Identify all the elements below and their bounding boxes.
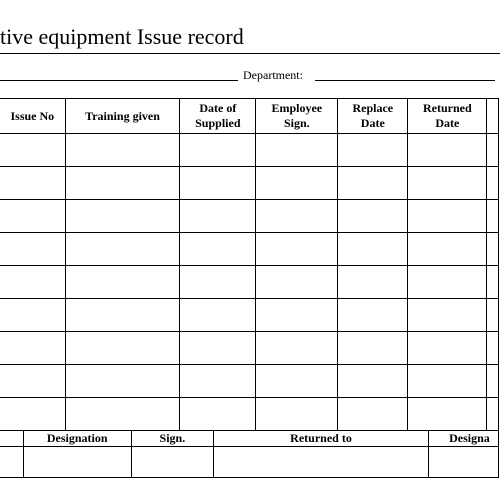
table-cell[interactable] (0, 134, 65, 167)
table-cell[interactable] (256, 200, 338, 233)
table-cell[interactable] (65, 266, 180, 299)
table-cell[interactable] (0, 332, 65, 365)
column-header-returned-date: Returned Date (408, 99, 487, 134)
table-cell[interactable] (180, 299, 256, 332)
table-cell[interactable] (408, 365, 487, 398)
column-header-designation-2: Designa (429, 431, 499, 447)
column-header-employee-sign: Employee Sign. (256, 99, 338, 134)
table-cell[interactable] (487, 233, 499, 266)
table-row (0, 200, 499, 233)
department-blank-line (315, 80, 495, 81)
table-cell[interactable] (487, 398, 499, 431)
table-cell[interactable] (408, 266, 487, 299)
table-cell[interactable] (256, 398, 338, 431)
table-cell[interactable] (338, 200, 408, 233)
return-record-table (0, 430, 499, 478)
table-cell[interactable] (408, 233, 487, 266)
table-cell[interactable] (487, 200, 499, 233)
table-cell[interactable] (338, 299, 408, 332)
table-cell[interactable] (487, 332, 499, 365)
issue-record-table (0, 98, 499, 431)
document-title: tive equipment Issue record (0, 24, 244, 49)
table-cell[interactable] (213, 447, 428, 478)
table-row (0, 233, 499, 266)
table-cell[interactable] (23, 447, 131, 478)
table-cell[interactable] (256, 233, 338, 266)
table-cell[interactable] (487, 266, 499, 299)
table-cell[interactable] (338, 134, 408, 167)
table-cell[interactable] (65, 365, 180, 398)
title-underline (0, 53, 500, 54)
table-cell[interactable] (0, 233, 65, 266)
table-cell[interactable] (0, 266, 65, 299)
table-cell[interactable] (180, 266, 256, 299)
table-cell[interactable] (338, 365, 408, 398)
name-blank-line (0, 80, 238, 81)
table-cell[interactable] (65, 233, 180, 266)
table-cell[interactable] (408, 398, 487, 431)
table-cell[interactable] (256, 299, 338, 332)
table-row (0, 134, 499, 167)
table-cell[interactable] (180, 200, 256, 233)
table-header-row (0, 99, 499, 134)
table-cell[interactable] (65, 134, 180, 167)
table-cell[interactable] (180, 332, 256, 365)
table-cell[interactable] (429, 447, 499, 478)
column-header-truncated (487, 99, 499, 134)
table-row (0, 365, 499, 398)
table-cell[interactable] (487, 299, 499, 332)
table-cell[interactable] (487, 167, 499, 200)
column-header-issue-no: Issue No (0, 99, 65, 134)
column-header-replace-date: Replace Date (338, 99, 408, 134)
table-cell[interactable] (408, 134, 487, 167)
table-cell[interactable] (256, 134, 338, 167)
table-cell[interactable] (0, 398, 65, 431)
table-cell[interactable] (0, 167, 65, 200)
table-cell[interactable] (65, 299, 180, 332)
table-row (0, 266, 499, 299)
table-row (0, 332, 499, 365)
table-row (0, 398, 499, 431)
table-cell[interactable] (65, 398, 180, 431)
table-cell[interactable] (180, 365, 256, 398)
table-cell[interactable] (408, 332, 487, 365)
table-cell[interactable] (408, 167, 487, 200)
table-cell[interactable] (408, 299, 487, 332)
table-row (0, 447, 499, 478)
table-cell[interactable] (408, 200, 487, 233)
table-cell[interactable] (338, 167, 408, 200)
table-cell[interactable] (338, 398, 408, 431)
table-cell[interactable] (65, 167, 180, 200)
table-cell[interactable] (338, 233, 408, 266)
column-header-designation: Designation (23, 431, 131, 447)
table-header-row (0, 431, 499, 447)
table-cell[interactable] (256, 365, 338, 398)
table-cell[interactable] (131, 447, 213, 478)
column-header-training-given: Training given (65, 99, 180, 134)
column-header-date-of-supplied: Date of Supplied (180, 99, 256, 134)
table-cell[interactable] (338, 266, 408, 299)
table-cell[interactable] (65, 332, 180, 365)
table-row (0, 299, 499, 332)
table-cell[interactable] (0, 447, 23, 478)
table-cell[interactable] (180, 167, 256, 200)
column-header-sign: Sign. (131, 431, 213, 447)
table-cell[interactable] (256, 332, 338, 365)
table-cell[interactable] (256, 266, 338, 299)
table-cell[interactable] (180, 398, 256, 431)
column-header-returned-to: Returned to (213, 431, 428, 447)
column-header-truncated (0, 431, 23, 447)
table-cell[interactable] (487, 134, 499, 167)
table-cell[interactable] (0, 365, 65, 398)
table-cell[interactable] (487, 365, 499, 398)
table-row (0, 167, 499, 200)
table-cell[interactable] (0, 299, 65, 332)
table-cell[interactable] (338, 332, 408, 365)
table-cell[interactable] (256, 167, 338, 200)
table-cell[interactable] (180, 233, 256, 266)
table-cell[interactable] (65, 200, 180, 233)
table-cell[interactable] (180, 134, 256, 167)
department-label: Department: (243, 68, 303, 82)
table-cell[interactable] (0, 200, 65, 233)
